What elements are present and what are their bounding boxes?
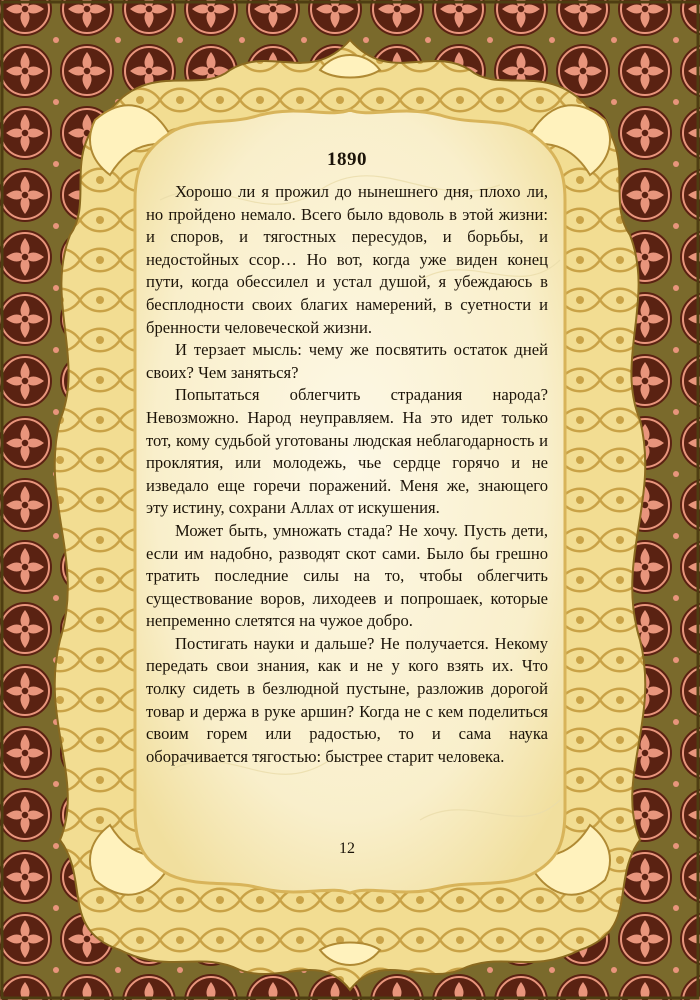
paragraph: Попытаться облегчить страдания народа? Невозможно. Народ неуправляем. На это идет только тот, кому судьбой уготованы людская неблагодарность и проклятия, или молодежь, чье сердце горячо и не изведало еще горечи поражений. Меня же, знающего эту истину, сохрани Аллах от искушения. (146, 385, 548, 518)
paragraph: Может быть, умножать стада? Не хочу. Пусть дети, если им надобно, разводят скот сами. Было бы грешно тратить последние силы на то, чтобы облегчить существование воров, лиходеев и попрошаек, которые непременно слетятся на чужое добро. (146, 520, 548, 631)
page-number: 12 (339, 840, 355, 857)
page-title: 1890 (327, 149, 367, 170)
paragraph: И терзает мысль: чему же посвятить остаток дней своих? Чем заняться? (146, 340, 548, 382)
paragraph: Постигать науки и дальше? Не получается. Некому передать свои знания, как и не у кого взять их. Что толку сидеть в безлюдной пустыне, разложив дорогой товар и держа в руке аршин? Когда не с кем поделиться своим горем или радостью, то и сама наука оборачивается тягостью: быстрее старит человека. (146, 633, 548, 766)
text-panel (146, 140, 548, 870)
paragraph: Хорошо ли я прожил до нынешнего дня, плохо ли, но пройдено немало. Всего было вдоволь в этой жизни: и споров, и тягостных пересудов, и борьбы, и недостойных ссор… Но вот, когда уже виден конец пути, когда обессилел и устал душой, я убеждаюсь в бесплодности своих благих намерений, в суетности и бренности человеческой жизни. (146, 182, 548, 337)
